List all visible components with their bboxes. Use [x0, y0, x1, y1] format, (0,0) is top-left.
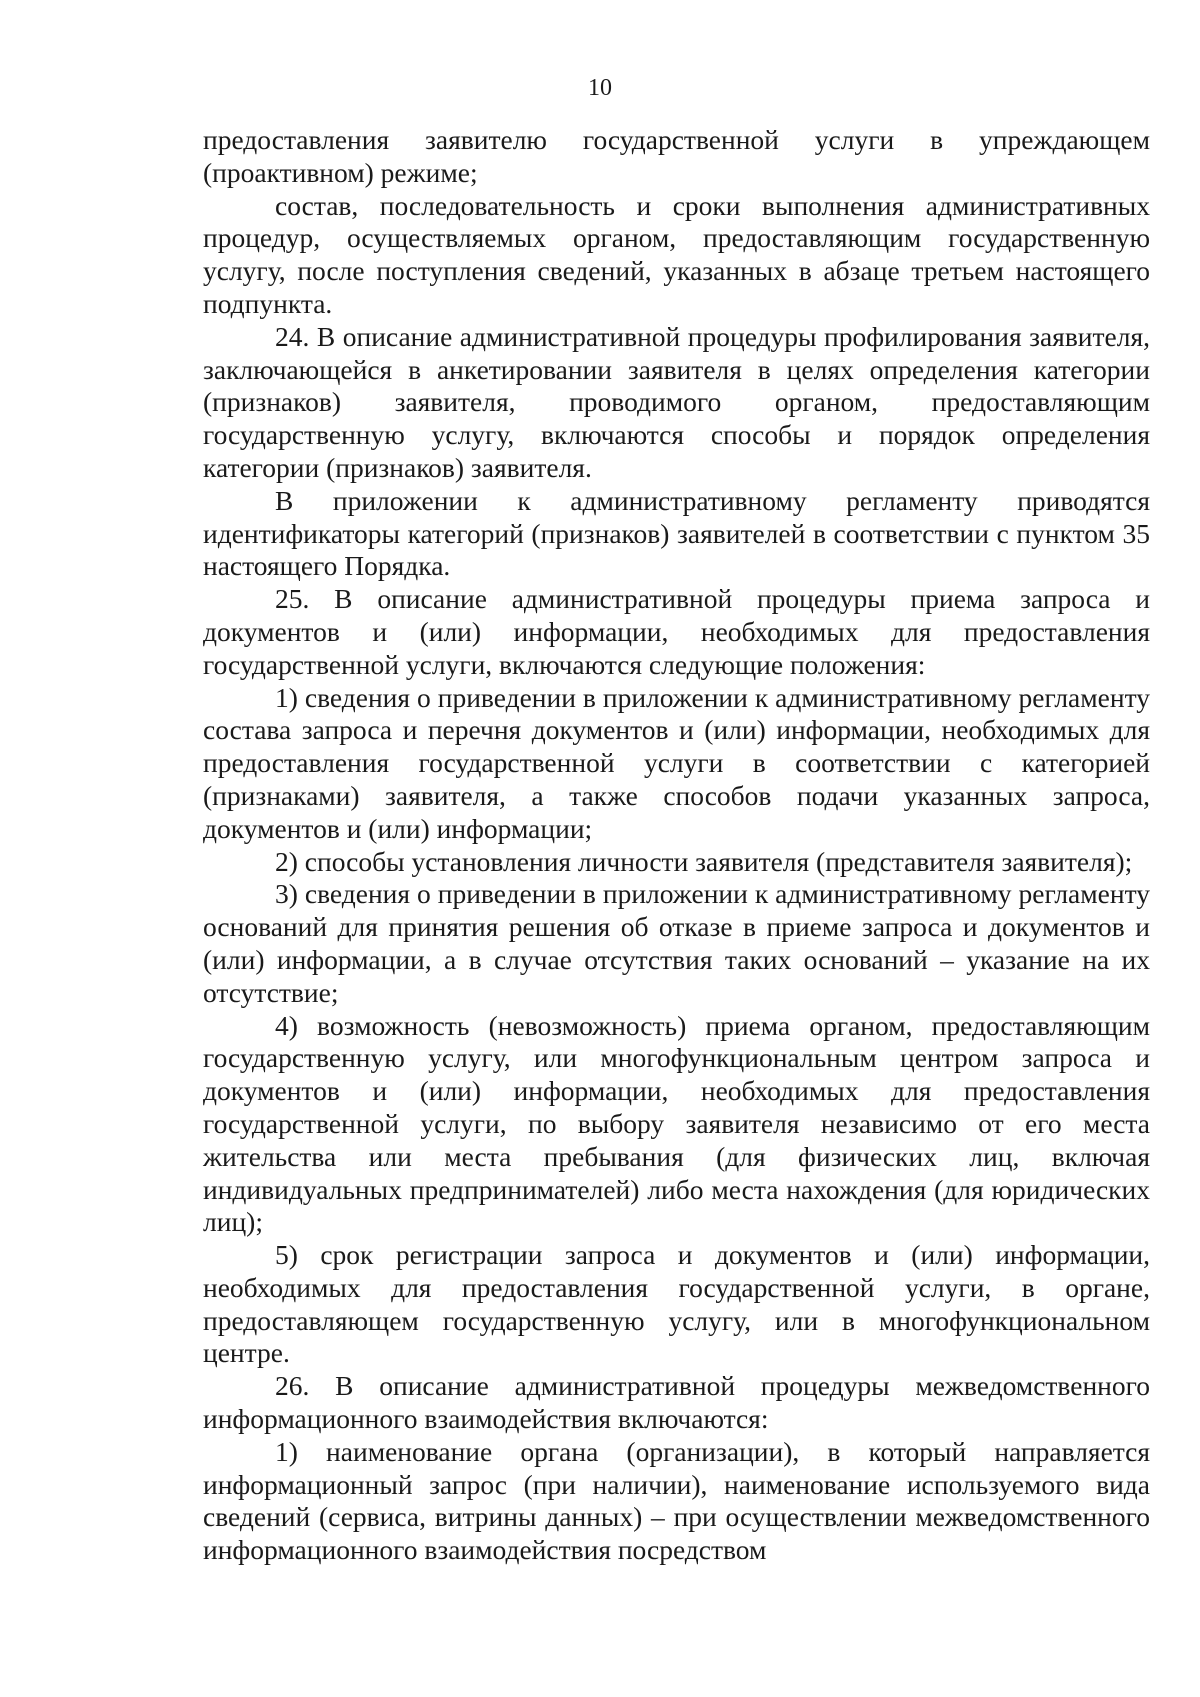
paragraph-item-25-3: 3) сведения о приведении в приложении к административному регламенту оснований для принятия решения об отказе в приеме запроса и документов и (или) информации, а в случае отсутствия таких оснований – указание на их отсутствие; — [203, 878, 1150, 1008]
paragraph-procedure-composition: состав, последовательность и сроки выполнения административных процедур, осуществляемых органом, предоставляющим государственную услугу, после поступления сведений, указанных в абзаце третьем настоящего подпункта. — [203, 189, 1150, 319]
paragraph-item-26-1: 1) наименование органа (организации), в который направляется информационный запрос (при наличии), наименование используемого вида сведений (сервиса, витрины данных) – при осуществлении межведомственного информационного взаимодействия посредством — [203, 1435, 1150, 1566]
paragraph-item-25-4: 4) возможность (невозможность) приема органом, предоставляющим государственную услугу, или многофункциональным центром запроса и документов и (или) информации, необходимых для предоставления государственной услуги, по выбору заявителя независимо от его места жительства или места пребывания (для физических лиц, включая индивидуальных предпринимателей) либо места нахождения (для юридических лиц); — [203, 1009, 1150, 1238]
paragraph-item-26: 26. В описание административной процедуры межведомственного информационного взаимодействия включаются: — [203, 1370, 1150, 1435]
paragraph-item-25-1: 1) сведения о приведении в приложении к административному регламенту состава запроса и перечня документов и (или) информации, необходимых для предоставления государственной услуги в соответствии с категорией (признаками) заявителя, а также способов подачи указанных запроса, документов и (или) информации; — [203, 681, 1150, 844]
paragraph-item-25: 25. В описание административной процедуры приема запроса и документов и (или) информации, необходимых для предоставления государственной услуги, включаются следующие положения: — [203, 583, 1150, 680]
paragraph-proactive-mode: предоставления заявителю государственной услуги в упреждающем (проактивном) режиме; — [203, 124, 1150, 188]
page-number: 10 — [588, 75, 612, 101]
paragraph-item-25-5: 5) срок регистрации запроса и документов и (или) информации, необходимых для предоставления государственной услуги, в органе, предоставляющем государственную услугу, или в многофункциональном центре. — [203, 1239, 1150, 1369]
paragraph-item-25-2: 2) способы установления личности заявителя (представителя заявителя); — [275, 845, 1133, 877]
paragraph-item-24: 24. В описание административной процедуры профилирования заявителя, заключающейся в анкетировании заявителя в целях определения категории (признаков) заявителя, проводимого органом, предоставляющим государственную услугу, включаются способы и порядок определения категории (признаков) заявителя. — [203, 320, 1150, 483]
paragraph-appendix-identifiers: В приложении к административному регламенту приводятся идентификаторы категорий (признаков) заявителей в соответствии с пунктом 35 настоящего Порядка. — [203, 484, 1150, 582]
document-body — [203, 124, 1150, 1567]
